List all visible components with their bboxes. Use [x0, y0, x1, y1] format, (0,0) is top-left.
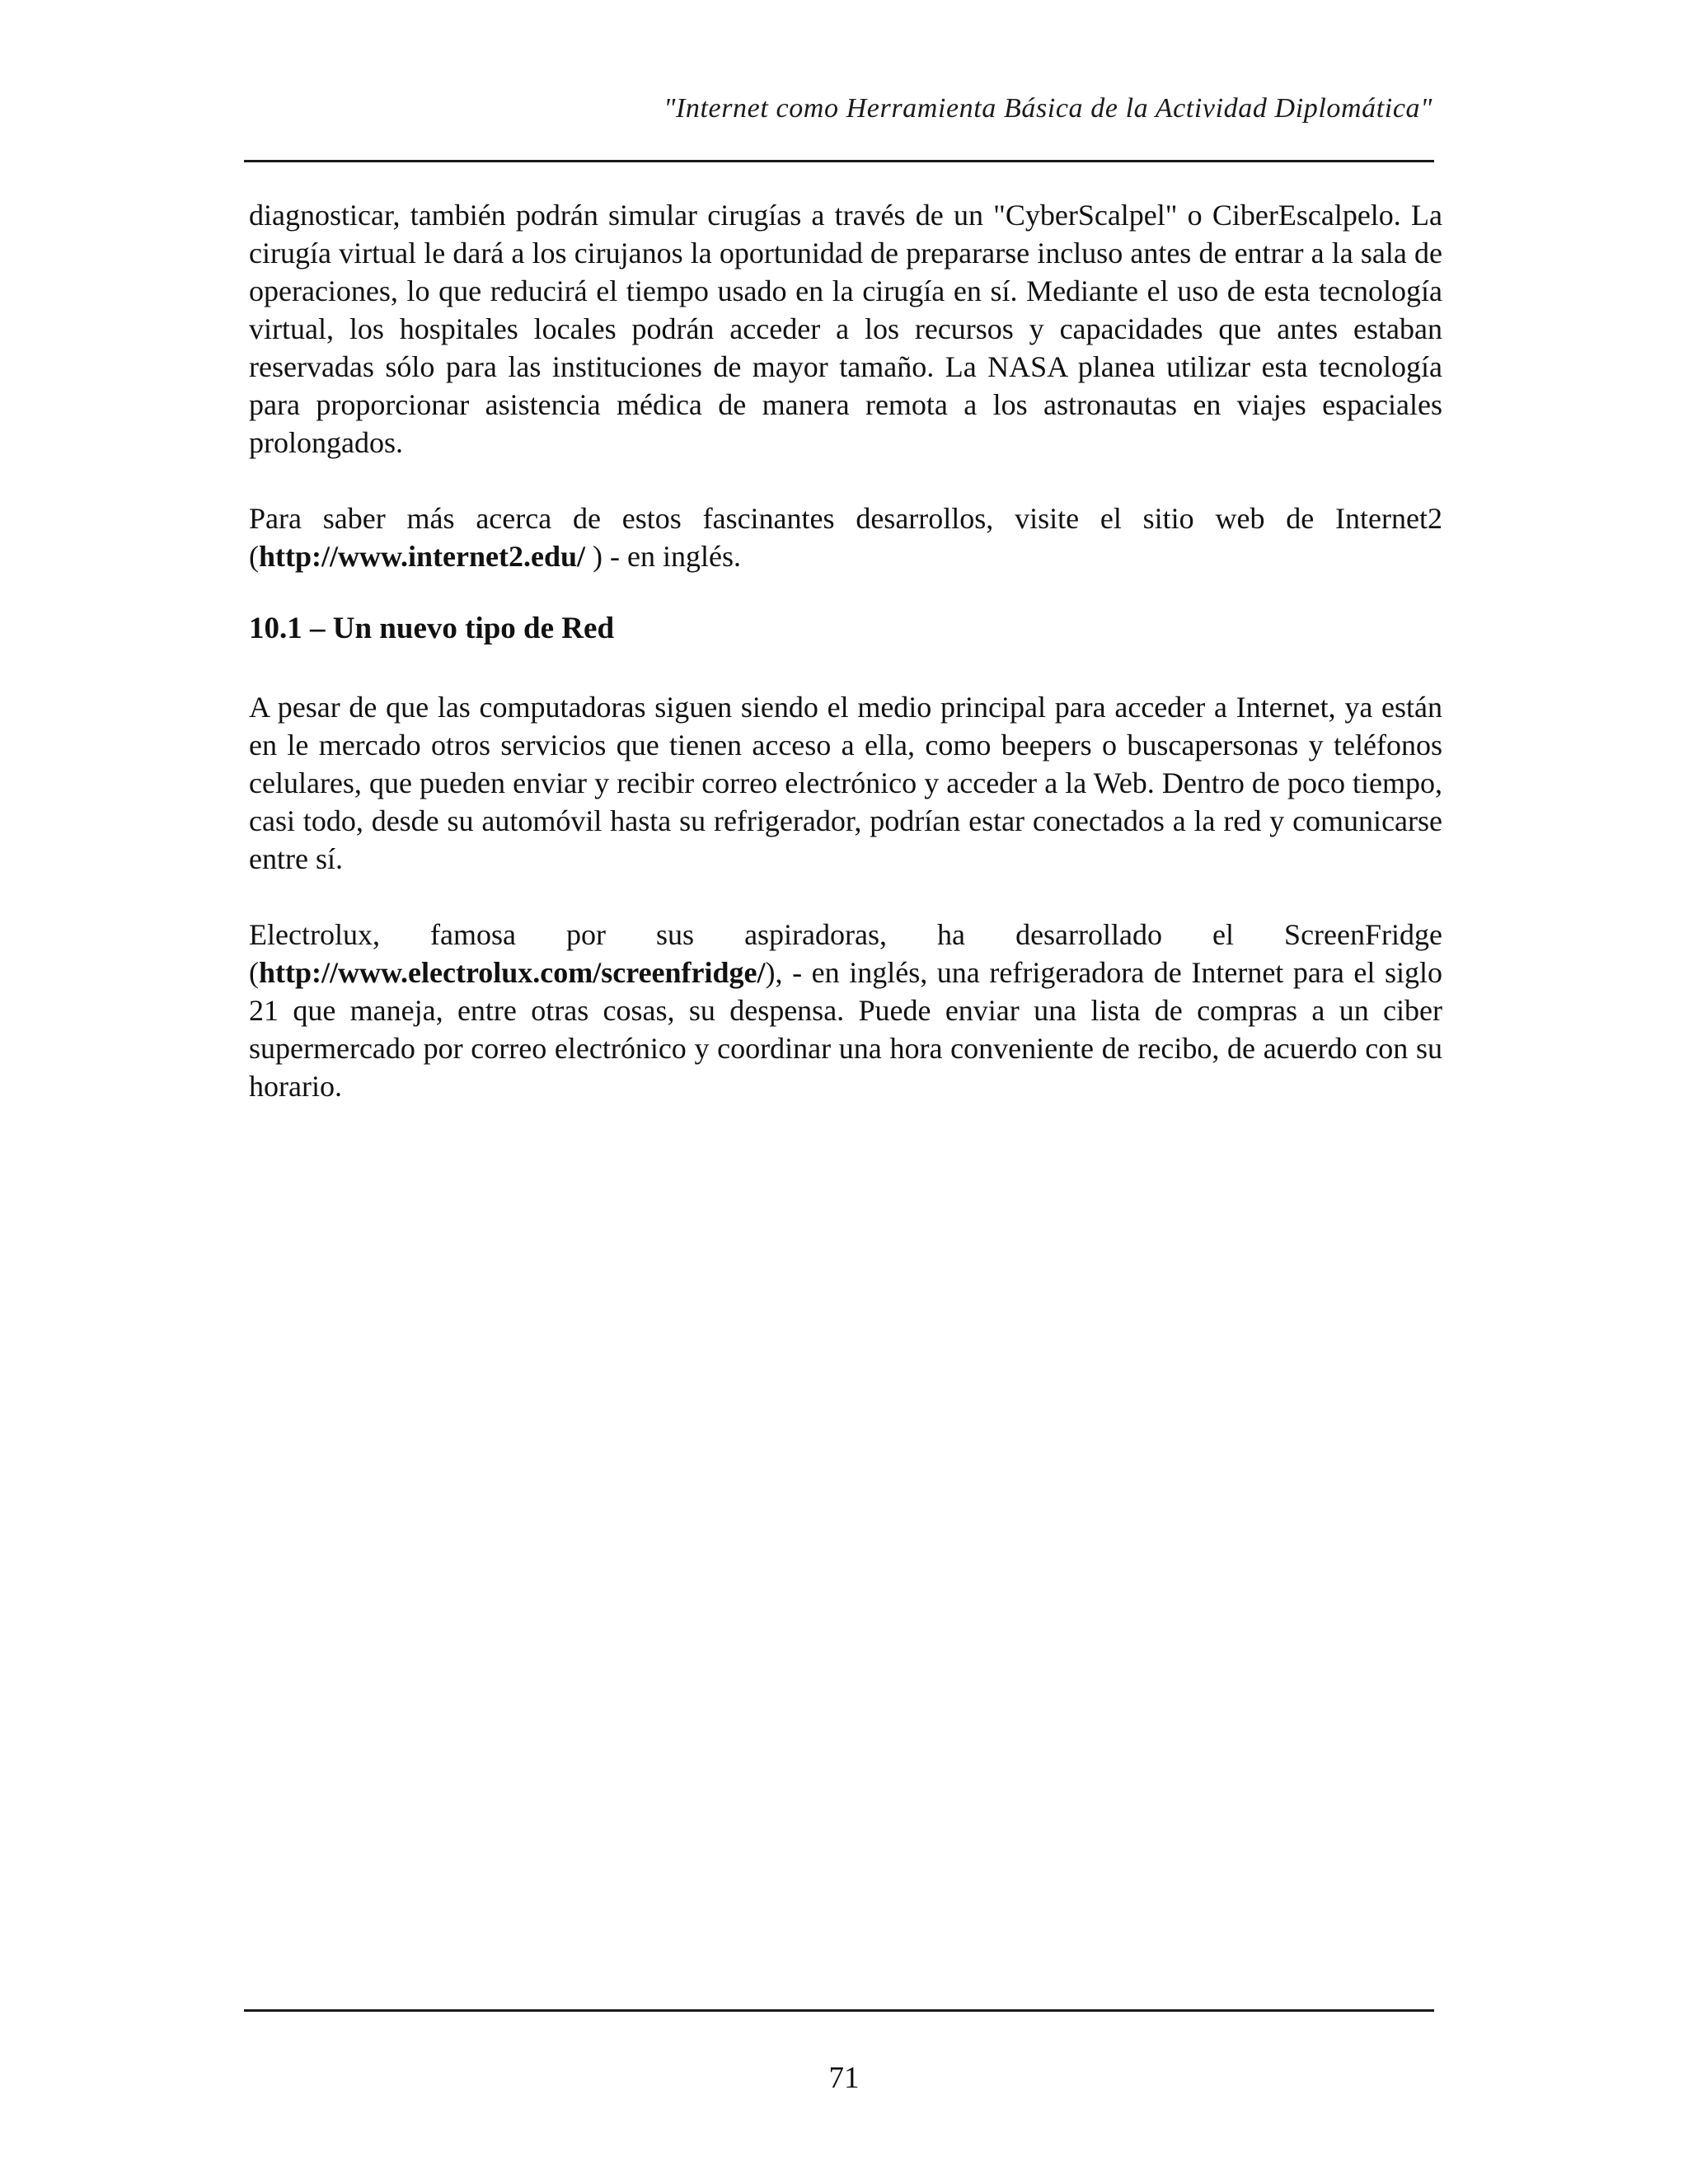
- paragraph-screenfridge: [249, 916, 1442, 1105]
- paragraph-internet2-text-before: Para saber más acerca de estos fascinantes desarrollos, visite el sitio web de Internet2 (: [249, 502, 1442, 573]
- screenfridge-link[interactable]: http://www.electrolux.com/screenfridge/: [259, 956, 766, 989]
- section-heading: 10.1 – Un nuevo tipo de Red: [249, 612, 615, 645]
- page-content: [249, 196, 1442, 1105]
- paragraph-screenfridge-text-after: ), - en inglés, una refrigeradora de Internet para el siglo 21 que maneja, entre otras cosas, su despensa. Puede enviar una lista de compras a un ciber supermercado por correo electrónico y coordinar una hora conveniente de recibo, de acuerdo con su horario.: [249, 956, 1442, 1103]
- footer-rule: [244, 2009, 1434, 2012]
- running-header: "Internet como Herramienta Básica de la Actividad Diplomática": [663, 93, 1432, 124]
- internet2-link[interactable]: http://www.internet2.edu/: [259, 540, 585, 573]
- paragraph-internet2: [249, 499, 1442, 575]
- paragraph-screenfridge-text-before: Electrolux, famosa por sus aspiradoras, ha desarrollado el ScreenFridge (: [249, 918, 1442, 989]
- header-rule: [244, 160, 1434, 162]
- paragraph-cyberscalpel: diagnosticar, también podrán simular cirugías a través de un "CyberScalpel" o CiberEscalpelo. La cirugía virtual le dará a los cirujanos la oportunidad de prepararse incluso antes de entrar a la sala de operaciones, lo que reducirá el tiempo usado en la cirugía en sí. Mediante el uso de esta tecnología virtual, los hospitales locales podrán acceder a los recursos y capacidades que antes estaban reservadas sólo para las instituciones de mayor tamaño. La NASA planea utilizar esta tecnología para proporcionar asistencia médica de manera remota a los astronautas en viajes espaciales prolongados.: [249, 199, 1442, 459]
- paragraph-internet2-text-after: ) - en inglés.: [585, 540, 741, 573]
- paragraph-devices: A pesar de que las computadoras siguen siendo el medio principal para acceder a Internet, ya están en le mercado otros servicios que tienen acceso a ella, como beepers o buscapersonas y teléfonos celulares, que pueden enviar y recibir correo electrónico y acceder a la Web. Dentro de poco tiempo, casi todo, desde su automóvil hasta su refrigerador, podrían estar conectados a la red y comunicarse entre sí.: [249, 691, 1442, 875]
- page-number: 71: [828, 2061, 860, 2095]
